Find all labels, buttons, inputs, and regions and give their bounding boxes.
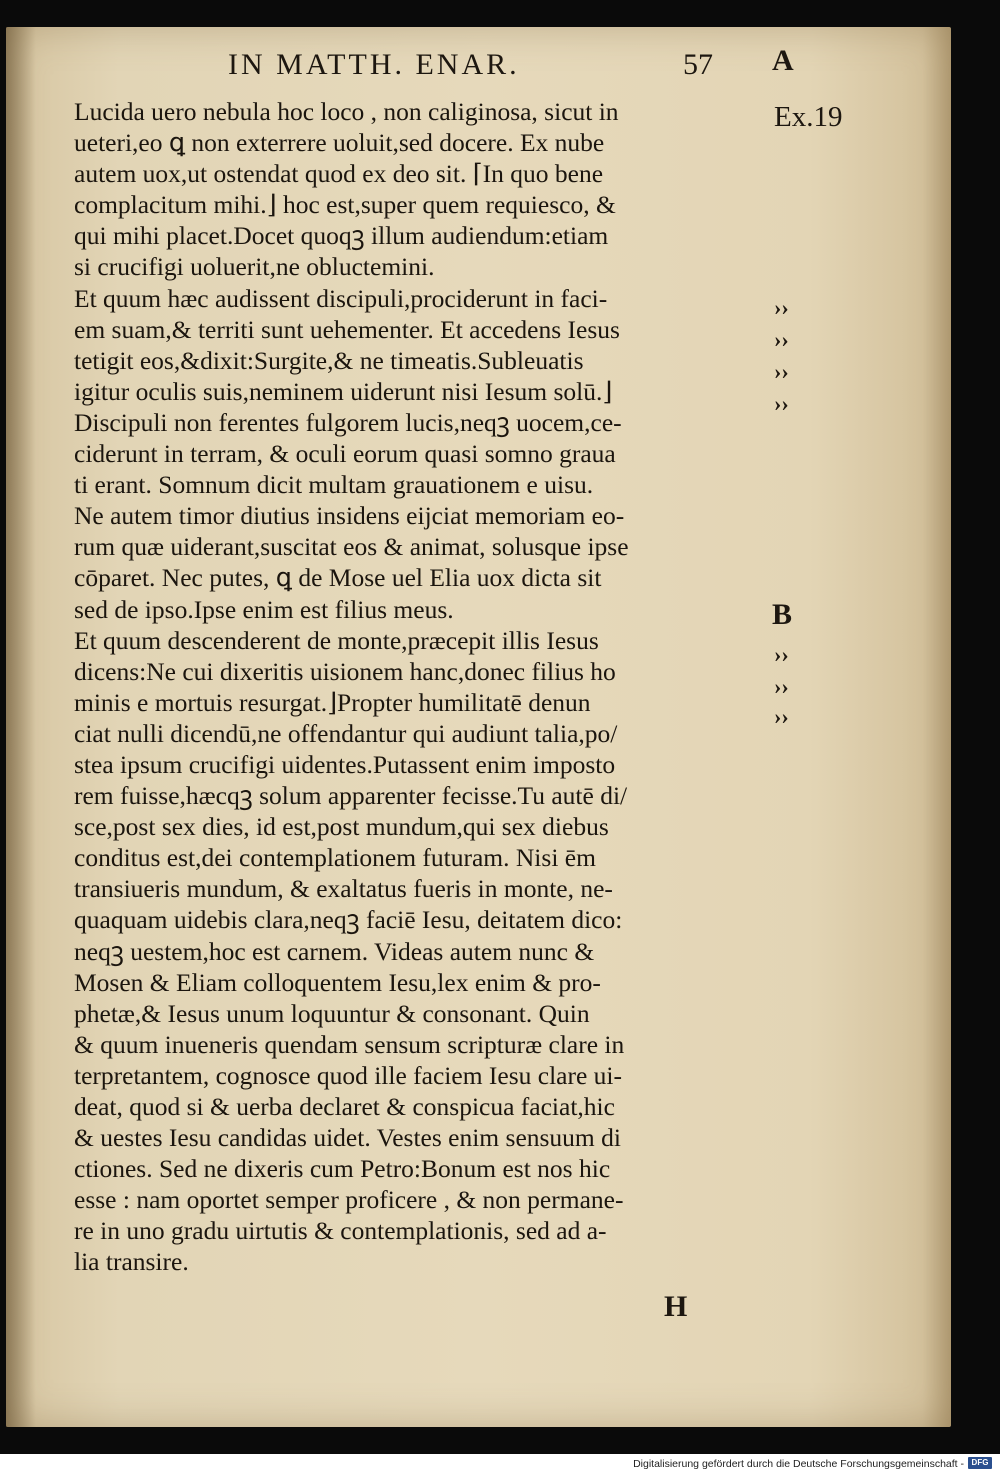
text-line: Discipuli non ferentes fulgorem lucis,neqꝫ uocem,ce- [74,407,622,437]
text-line: phetæ,& Iesus unum loquuntur & consonant. Quin [74,998,590,1028]
quote-mark: ›› [774,295,789,320]
signature-mark: H [664,1290,688,1323]
quote-mark: ›› [774,704,789,729]
text-line: neqꝫ uestem,hoc est carnem. Videas autem nunc & [74,936,595,966]
running-title: IN MATTH. ENAR. [228,48,520,81]
text-line: stea ipsum crucifigi uidentes.Putassent enim imposto [74,749,616,779]
text-line: Ne autem timor diutius insidens eijciat memoriam eo- [74,501,625,531]
section-marker-a: A [772,44,794,77]
text-line: sce,post sex dies, id est,post mundum,qui sex diebus [74,812,609,842]
text-line: & uestes Iesu candidas uidet. Vestes enim sensuum di [74,1123,621,1153]
text-line: esse : nam oportet semper proficere , & non permane- [74,1185,624,1215]
text-line: minis e mortuis resurgat.⌋Propter humilitatē denun [74,687,591,717]
text-line: autem uox,ut ostendat quod ex deo sit. ⌈In quo bene [74,159,604,189]
text-line: Et quum hæc audissent discipuli,prociderunt in faci- [74,283,608,313]
text-line: ti erant. Somnum dicit multam grauationem e uisu. [74,470,594,500]
text-line: rem fuisse,hæcqꝫ solum apparenter fecisse.Tu autē di/ [74,781,628,811]
text-line: re in uno gradu uirtutis & contemplationis, sed ad a- [74,1216,607,1246]
folio-number: 57 [683,48,713,81]
text-line: lia transire. [74,1247,189,1277]
text-line: ctiones. Sed ne dixeris cum Petro:Bonum est nos hic [74,1154,611,1184]
text-line: Lucida uero nebula hoc loco , non caliginosa, sicut in [74,97,619,126]
text-line: tetigit eos,&dixit:Surgite,& ne timeatis.Subleuatis [74,345,584,375]
quote-mark: ›› [774,674,789,699]
text-line: rum quæ uiderant,suscitat eos & animat, solusque ipse [74,532,629,562]
quote-mark: ›› [774,327,789,352]
text-line: conditus est,dei contemplationem futuram. Nisi ēm [74,843,596,873]
text-line: sed de ipso.Ipse enim est filius meus. [74,594,454,624]
margin-reference: Ex.19 [774,101,843,133]
text-line: cōparet. Nec putes, ꝗ de Mose uel Elia uox dicta sit [74,563,602,593]
body-text [74,96,774,1278]
text-line: ueteri,eo ꝗ non exterrere uoluit,sed docere. Ex nube [74,128,605,158]
text-line: transiueris mundum, & exaltatus fueris in monte, ne- [74,874,613,904]
text-line: si crucifigi uoluerit,ne obluctemini. [74,252,435,282]
quote-mark: ›› [774,359,789,384]
text-line: igitur oculis suis,neminem uiderunt nisi Iesum solū.⌋ [74,376,613,406]
section-marker-b: B [772,598,793,631]
text-line: Mosen & Eliam colloquentem Iesu,lex enim & pro- [74,967,601,997]
text-line: qui mihi placet.Docet quoqꝫ illum audiendum:etiam [74,221,609,251]
quote-mark: ›› [774,391,789,416]
text-line: & quum inueneris quendam sensum scripturæ clare in [74,1029,625,1059]
text-line: quaquam uidebis clara,neqꝫ faciē Iesu, deitatem dico: [74,905,623,935]
text-line: complacitum mihi.⌋ hoc est,super quem requiesco, & [74,190,616,220]
text-line: terpretantem, cognosce quod ille faciem Iesu clare ui- [74,1060,623,1090]
text-line: deat, quod si & uerba declaret & conspicua faciat,hic [74,1092,615,1121]
gutter-shadow [6,27,36,1427]
quote-mark: ›› [774,642,789,667]
text-line: dicens:Ne cui dixeritis uisionem hanc,donec filius ho [74,656,616,686]
text-line: ciderunt in terram, & oculi eorum quasi somno graua [74,439,616,469]
text-line: Et quum descenderent de monte,præcepit illis Iesus [74,625,599,655]
text-line: em suam,& territi sunt uehementer. Et accedens Iesus [74,314,620,344]
dfg-logo-icon: DFG [968,1457,992,1469]
text-line: ciat nulli dicendū,ne offendantur qui audiunt talia,po/ [74,718,618,748]
funding-credit: Digitalisierung gefördert durch die Deutsche Forschungsgemeinschaft - [633,1458,964,1470]
